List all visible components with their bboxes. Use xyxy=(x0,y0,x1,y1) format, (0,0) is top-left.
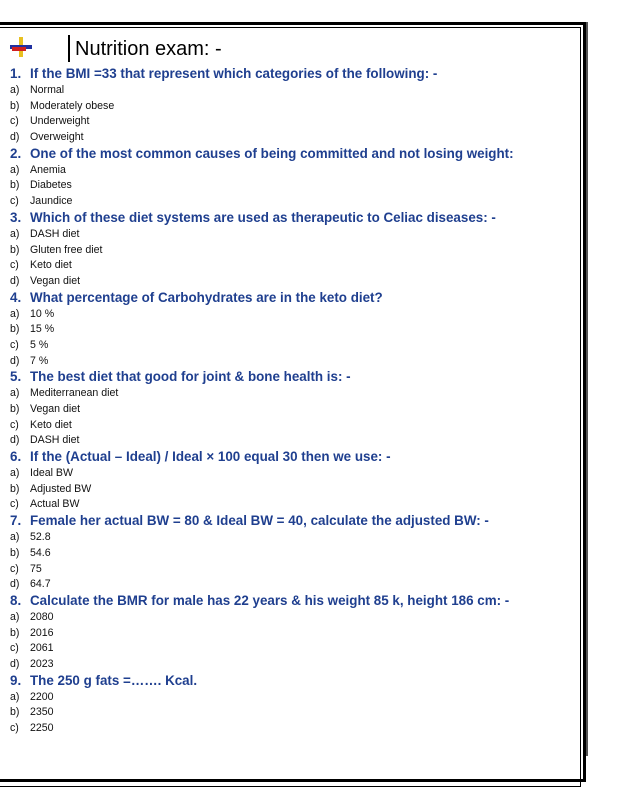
question-text: If the (Actual – Ideal) / Ideal × 100 equal 30 then we use: - xyxy=(30,449,391,465)
question-6 xyxy=(10,449,580,466)
option-text: Keto diet xyxy=(30,259,72,272)
question-5 xyxy=(10,369,580,386)
option-letter: b) xyxy=(10,403,20,415)
question-3 xyxy=(10,210,580,227)
option-text: 2061 xyxy=(30,642,54,655)
question-4 xyxy=(10,290,580,307)
option-text: Diabetes xyxy=(30,179,72,192)
option-letter: b) xyxy=(10,99,20,112)
answer-option xyxy=(10,227,580,243)
option-letter: c) xyxy=(10,562,19,575)
option-text: 10 % xyxy=(30,307,55,320)
option-text: 2080 xyxy=(30,610,54,623)
page-shadow xyxy=(586,22,588,756)
option-letter: b) xyxy=(10,323,20,336)
option-text: Vegan diet xyxy=(30,274,81,287)
option-letter: b) xyxy=(10,626,20,639)
option-letter: c) xyxy=(10,259,19,272)
option-text: DASH diet xyxy=(30,434,80,447)
question-text: Female her actual BW = 80 & Ideal BW = 40, calculate the adjusted BW: - xyxy=(30,513,489,529)
option-letter: c) xyxy=(10,642,19,655)
option-text: Gluten free diet xyxy=(30,243,103,256)
option-letter: c) xyxy=(10,418,19,431)
question-text: If the BMI =33 that represent which categories of the following: - xyxy=(30,66,438,81)
answer-option xyxy=(10,258,580,274)
option-text: 75 xyxy=(30,562,42,575)
option-letter: a) xyxy=(10,84,20,96)
answer-option xyxy=(10,163,580,179)
option-text: Normal xyxy=(30,84,65,96)
option-letter: d) xyxy=(10,578,20,591)
option-text: Actual BW xyxy=(30,498,80,511)
answer-option xyxy=(10,322,580,338)
answer-option xyxy=(10,690,580,706)
answer-option xyxy=(10,83,580,99)
question-9 xyxy=(10,673,580,690)
answer-option xyxy=(10,705,580,721)
answer-option xyxy=(10,274,580,290)
question-number: 3. xyxy=(10,209,22,225)
option-text: Mediterranean diet xyxy=(30,387,119,400)
answer-option xyxy=(10,354,580,370)
question-text: The best diet that good for joint & bone health is: - xyxy=(30,369,351,385)
option-letter: a) xyxy=(10,227,20,240)
question-number: 6. xyxy=(10,449,22,465)
option-text: Keto diet xyxy=(30,418,72,431)
answer-option xyxy=(10,562,580,578)
question-7 xyxy=(10,513,580,530)
option-text: 54.6 xyxy=(30,546,51,559)
question-number: 9. xyxy=(10,672,22,688)
question-8 xyxy=(10,593,580,610)
answer-option xyxy=(10,466,580,482)
answer-option xyxy=(10,721,580,737)
option-text: 2250 xyxy=(30,722,54,734)
question-text: The 250 g fats =……. Kcal. xyxy=(30,672,198,688)
page-title: Nutrition exam: - xyxy=(75,38,222,60)
option-letter: c) xyxy=(10,195,19,208)
option-text: 52.8 xyxy=(30,531,51,544)
option-letter: b) xyxy=(10,546,20,559)
option-letter: d) xyxy=(10,434,20,447)
option-letter: a) xyxy=(10,531,20,544)
answer-option xyxy=(10,497,580,513)
option-letter: a) xyxy=(10,610,20,623)
option-letter: b) xyxy=(10,482,20,495)
option-text: 2350 xyxy=(30,706,54,719)
answer-option xyxy=(10,114,580,130)
option-text: Ideal BW xyxy=(30,467,73,480)
option-text: Moderately obese xyxy=(30,99,115,112)
option-text: Vegan diet xyxy=(30,403,81,415)
answer-option xyxy=(10,641,580,657)
answer-option xyxy=(10,402,580,418)
option-letter: a) xyxy=(10,387,20,400)
answer-option xyxy=(10,610,580,626)
title-rule xyxy=(68,35,70,62)
option-text: 5 % xyxy=(30,338,49,351)
option-text: Anemia xyxy=(30,163,66,176)
answer-option xyxy=(10,546,580,562)
question-1 xyxy=(10,66,580,83)
option-text: 15 % xyxy=(30,323,55,336)
question-number: 8. xyxy=(10,592,22,608)
document-logo-icon xyxy=(10,37,32,57)
option-letter: a) xyxy=(10,163,20,176)
answer-option xyxy=(10,130,580,146)
option-text: Overweight xyxy=(30,131,84,144)
option-text: 64.7 xyxy=(30,578,51,591)
question-number: 5. xyxy=(10,369,22,385)
option-letter: b) xyxy=(10,179,20,192)
question-number: 1. xyxy=(10,66,22,81)
question-text: Calculate the BMR for male has 22 years & his weight 85 k, height 186 cm: - xyxy=(30,592,510,608)
option-letter: c) xyxy=(10,338,19,351)
answer-option xyxy=(10,577,580,593)
option-letter: c) xyxy=(10,722,19,734)
answer-option xyxy=(10,530,580,546)
question-text: Which of these diet systems are used as therapeutic to Celiac diseases: - xyxy=(30,209,496,225)
answer-option xyxy=(10,386,580,402)
answer-option xyxy=(10,482,580,498)
option-letter: b) xyxy=(10,706,20,719)
question-number: 4. xyxy=(10,289,22,305)
answer-option xyxy=(10,433,580,449)
question-number: 2. xyxy=(10,145,22,161)
answer-option xyxy=(10,194,580,210)
option-text: Adjusted BW xyxy=(30,482,92,495)
question-number: 7. xyxy=(10,513,22,529)
option-letter: b) xyxy=(10,243,20,256)
option-text: DASH diet xyxy=(30,227,80,240)
option-text: Jaundice xyxy=(30,195,73,208)
option-text: 2016 xyxy=(30,626,54,639)
option-text: 2023 xyxy=(30,657,54,670)
answer-option xyxy=(10,338,580,354)
answer-option xyxy=(10,307,580,323)
question-list xyxy=(10,66,580,737)
answer-option xyxy=(10,418,580,434)
option-letter: a) xyxy=(10,307,20,320)
question-2 xyxy=(10,146,580,163)
answer-option xyxy=(10,243,580,259)
answer-option xyxy=(10,99,580,115)
question-text: One of the most common causes of being committed and not losing weight: xyxy=(30,145,514,161)
option-letter: d) xyxy=(10,274,20,287)
option-letter: d) xyxy=(10,354,20,367)
option-letter: a) xyxy=(10,467,20,480)
answer-option xyxy=(10,626,580,642)
answer-option xyxy=(10,178,580,194)
option-letter: c) xyxy=(10,498,19,511)
option-letter: d) xyxy=(10,131,20,144)
option-text: Underweight xyxy=(30,115,90,128)
option-letter: a) xyxy=(10,690,20,703)
answer-option xyxy=(10,657,580,673)
option-text: 7 % xyxy=(30,354,49,367)
question-text: What percentage of Carbohydrates are in the keto diet? xyxy=(30,289,383,305)
option-text: 2200 xyxy=(30,690,54,703)
option-letter: c) xyxy=(10,115,19,128)
option-letter: d) xyxy=(10,657,20,670)
